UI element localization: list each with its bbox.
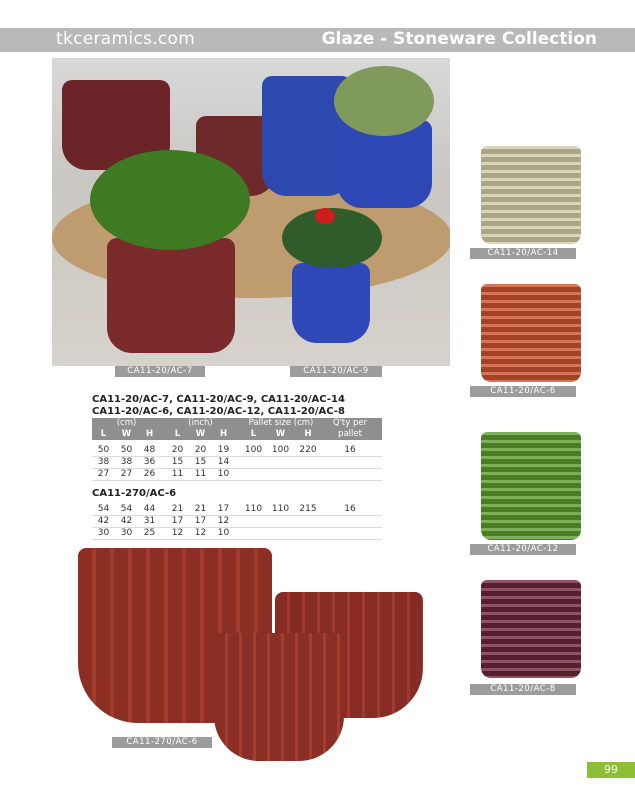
swatch-ac6 bbox=[481, 284, 581, 382]
swatch-label-ac12: CA11-20/AC-12 bbox=[470, 544, 576, 555]
table-cell: 44 bbox=[143, 504, 156, 514]
swatch-ac14 bbox=[481, 146, 581, 244]
table-cell: 48 bbox=[143, 445, 156, 455]
table-cell bbox=[267, 469, 294, 480]
table-cell: 100 bbox=[244, 445, 263, 455]
plant-right bbox=[334, 66, 434, 136]
table-cell: 17 bbox=[171, 516, 184, 526]
table-cell: 54 bbox=[97, 504, 110, 514]
table-cell: 42 bbox=[120, 516, 133, 526]
swatch-ac12 bbox=[481, 432, 581, 540]
sub-h: H bbox=[145, 429, 154, 439]
table-row bbox=[92, 504, 382, 516]
table-cell: 15 bbox=[194, 457, 207, 467]
table-cell: 30 bbox=[120, 528, 133, 538]
table-cell: 20 bbox=[194, 445, 207, 455]
table-cell: 21 bbox=[194, 504, 207, 514]
sub-h-pallet: H bbox=[304, 429, 312, 439]
photo-label-left: CA11-20/AC-7 bbox=[115, 366, 205, 377]
site-name: tkceramics.com bbox=[56, 29, 196, 49]
table-row bbox=[92, 528, 382, 540]
sub-w-inch: W bbox=[195, 429, 206, 439]
table-cell: 12 bbox=[217, 516, 230, 526]
table-cell: 25 bbox=[143, 528, 156, 538]
table-cell: 19 bbox=[217, 445, 230, 455]
sub-l: L bbox=[100, 429, 107, 439]
swatch-label-ac8: CA11-20/AC-8 bbox=[470, 684, 576, 695]
table-cell: 26 bbox=[143, 469, 156, 479]
table-cell: 110 bbox=[244, 504, 263, 514]
sub-l-inch: L bbox=[174, 429, 181, 439]
table-cell: 36 bbox=[143, 457, 156, 467]
table-cell: 42 bbox=[97, 516, 110, 526]
swatch-label-ac6: CA11-20/AC-6 bbox=[470, 386, 576, 397]
sub-h-inch: H bbox=[219, 429, 228, 439]
table-cell bbox=[240, 516, 267, 527]
table-cell: 110 bbox=[271, 504, 290, 514]
table-cell bbox=[327, 469, 373, 480]
table-cell bbox=[240, 528, 267, 539]
table-cell: 30 bbox=[97, 528, 110, 538]
table-cell: 20 bbox=[171, 445, 184, 455]
table-cell: 27 bbox=[120, 469, 133, 479]
table-cell: 12 bbox=[171, 528, 184, 538]
sub-w-pallet: W bbox=[275, 429, 286, 439]
table-group-header bbox=[92, 418, 382, 429]
table-cell bbox=[294, 528, 322, 539]
table-cell: 38 bbox=[120, 457, 133, 467]
table-cell bbox=[267, 457, 294, 468]
table-sub-header bbox=[92, 429, 382, 440]
table-cell: 100 bbox=[271, 445, 290, 455]
table-cell: 11 bbox=[171, 469, 184, 479]
plant-left bbox=[90, 150, 250, 250]
pot-blue-front bbox=[292, 263, 370, 343]
table-cell: 15 bbox=[171, 457, 184, 467]
table-cell bbox=[240, 469, 267, 480]
header-cm: (cm) bbox=[116, 418, 137, 428]
table-cell: 21 bbox=[171, 504, 184, 514]
table2-body bbox=[92, 504, 382, 540]
table-cell: 16 bbox=[344, 504, 356, 514]
table-cell: 12 bbox=[194, 528, 207, 538]
codes-line1: CA11-20/AC-7, CA11-20/AC-9, CA11-20/AC-14 bbox=[92, 394, 345, 405]
table-cell bbox=[327, 516, 373, 527]
red-flower bbox=[315, 208, 335, 224]
table-cell: 10 bbox=[217, 469, 230, 479]
collection-title: Glaze - Stoneware Collection bbox=[321, 29, 597, 49]
table-row bbox=[92, 516, 382, 528]
header-inch: (inch) bbox=[188, 418, 213, 428]
header-pallet: Pallet size (cm) bbox=[248, 418, 314, 428]
table-cell: 220 bbox=[299, 445, 317, 455]
swatch-ac8 bbox=[481, 580, 581, 678]
table-cell: 50 bbox=[120, 445, 133, 455]
table-cell: 17 bbox=[217, 504, 230, 514]
table-cell: 11 bbox=[194, 469, 207, 479]
sub-pallet-word: pallet bbox=[338, 429, 362, 439]
table-cell bbox=[294, 516, 322, 527]
table-cell: 50 bbox=[97, 445, 110, 455]
table-cell bbox=[294, 457, 322, 468]
table-cell: 16 bbox=[344, 445, 356, 455]
photo-label-right: CA11-20/AC-9 bbox=[290, 366, 382, 377]
header-qty: Q'ty per bbox=[332, 418, 368, 428]
pot-red-front bbox=[107, 238, 235, 353]
table-row bbox=[92, 469, 382, 481]
code2: CA11-270/AC-6 bbox=[92, 488, 177, 499]
table-cell bbox=[327, 528, 373, 539]
sub-w: W bbox=[121, 429, 132, 439]
table-cell: 31 bbox=[143, 516, 156, 526]
table-row bbox=[92, 457, 382, 469]
table-cell bbox=[267, 528, 294, 539]
page-number: 99 bbox=[587, 762, 635, 778]
sub-l-pallet: L bbox=[250, 429, 257, 439]
table-cell: 215 bbox=[299, 504, 317, 514]
table-cell bbox=[327, 457, 373, 468]
table-cell bbox=[294, 469, 322, 480]
bottom-label: CA11-270/AC-6 bbox=[112, 737, 212, 748]
table-cell: 17 bbox=[194, 516, 207, 526]
swatch-label-ac14: CA11-20/AC-14 bbox=[470, 248, 576, 259]
table1-body bbox=[92, 445, 382, 481]
table-cell: 14 bbox=[217, 457, 230, 467]
table-row bbox=[92, 445, 382, 457]
product-photo bbox=[52, 58, 450, 366]
table-cell bbox=[267, 516, 294, 527]
table-cell: 54 bbox=[120, 504, 133, 514]
table-cell: 27 bbox=[97, 469, 110, 479]
table-cell: 38 bbox=[97, 457, 110, 467]
codes-line2: CA11-20/AC-6, CA11-20/AC-12, CA11-20/AC-8 bbox=[92, 406, 345, 417]
table-cell: 10 bbox=[217, 528, 230, 538]
table-cell bbox=[240, 457, 267, 468]
spec-table bbox=[92, 394, 382, 540]
pot-small-bottom bbox=[214, 633, 344, 761]
